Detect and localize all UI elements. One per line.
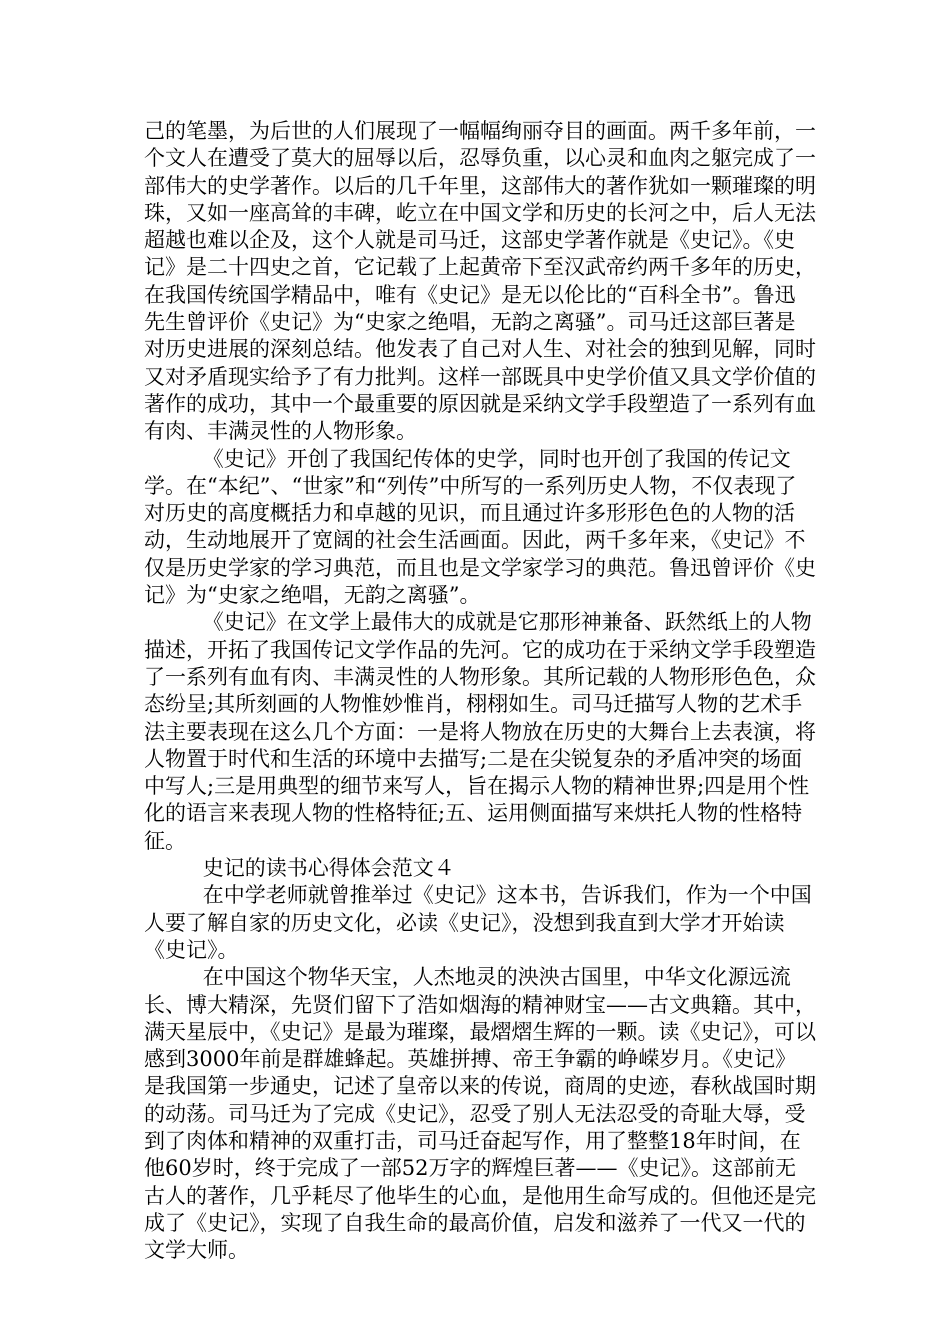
paragraph-2: 《史记》开创了我国纪传体的史学，同时也开创了我国的传记文学。在“本纪”、“世家”和“列传”中所写的一系列历史人物，不仅表现了对历史的高度概括力和卓越的见识，而且通过许多形形色色的人物的活动，生动地展开了宽阔的社会生活画面。因此，两千多年来，《史记》不仅是历史学家的学习典范，而且也是文学家学习的典范。鲁迅曾评价《史记》为“史家之绝唱，无韵之离骚”。 (144, 446, 816, 608)
document-body (144, 118, 816, 1264)
paragraph-1: 己的笔墨，为后世的人们展现了一幅幅绚丽夺目的画面。两千多年前，一个文人在遭受了莫大的屈辱以后，忍辱负重，以心灵和血肉之躯完成了一部伟大的史学著作。以后的几千年里，这部伟大的著作犹如一颗璀璨的明珠，又如一座高耸的丰碑，屹立在中国文学和历史的长河之中，后人无法超越也难以企及，这个人就是司马迁，这部史学著作就是《史记》。《史记》是二十四史之首，它记载了上起黄帝下至汉武帝约两千多年的历史，在我国传统国学精品中，唯有《史记》是无以伦比的“百科全书”。鲁迅先生曾评价《史记》为“史家之绝唱，无韵之离骚”。司马迁这部巨著是对历史进展的深刻总结。他发表了自己对人生、对社会的独到见解，同时又对矛盾现实给予了有力批判。这样一部既具中史学价值又具文学价值的著作的成功，其中一个最重要的原因就是采纳文学手段塑造了一系列有血有肉、丰满灵性的人物形象。 (144, 119, 816, 444)
paragraph-5: 在中国这个物华天宝，人杰地灵的泱泱古国里，中华文化源远流长、博大精深，先贤们留下了浩如烟海的精神财宝——古文典籍。其中，满天星辰中，《史记》是最为璀璨，最熠熠生辉的一颗。读《史记》，可以感到3000年前是群雄蜂起。英雄拼搏、帝王争霸的峥嵘岁月。《史记》是我国第一步通史，记述了皇帝以来的传说，商周的史迹，春秋战国时期的动荡。司马迁为了完成《史记》，忍受了别人无法忍受的奇耻大辱，受到了肉体和精神的双重打击，司马迁奋起写作，用了整整18年时间，在他60岁时，终于完成了一部52万字的辉煌巨著——《史记》。这部前无古人的著作，几乎耗尽了他毕生的心血，是他用生命写成的。但他还是完成了《史记》，实现了自我生命的最高价值，启发和滋养了一代又一代的文学大师。 (144, 965, 816, 1263)
section-heading: 史记的读书心得体会范文４ (202, 856, 455, 881)
paragraph-4: 在中学老师就曾推举过《史记》这本书，告诉我们，作为一个中国人要了解自家的历史文化，必读《史记》，没想到我直到大学才开始读《史记》。 (144, 883, 812, 962)
paragraph-3: 《史记》在文学上最伟大的成就是它那形神兼备、跃然纸上的人物描述，开拓了我国传记文学作品的先河。它的成功在于采纳文学手段塑造了一系列有血有肉、丰满灵性的人物形象。其所记载的人物形形色色，众态纷呈;其所刻画的人物惟妙惟肖，栩栩如生。司马迁描写人物的艺术手法主要表现在这么几个方面：一是将人物放在历史的大舞台上去表演，将人物置于时代和生活的环境中去描写;二是在尖锐复杂的矛盾冲突的场面中写人;三是用典型的细节来写人，旨在揭示人物的精神世界;四是用个性化的语言来表现人物的性格特征;五、运用侧面描写来烘托人物的性格特征。 (144, 610, 816, 853)
